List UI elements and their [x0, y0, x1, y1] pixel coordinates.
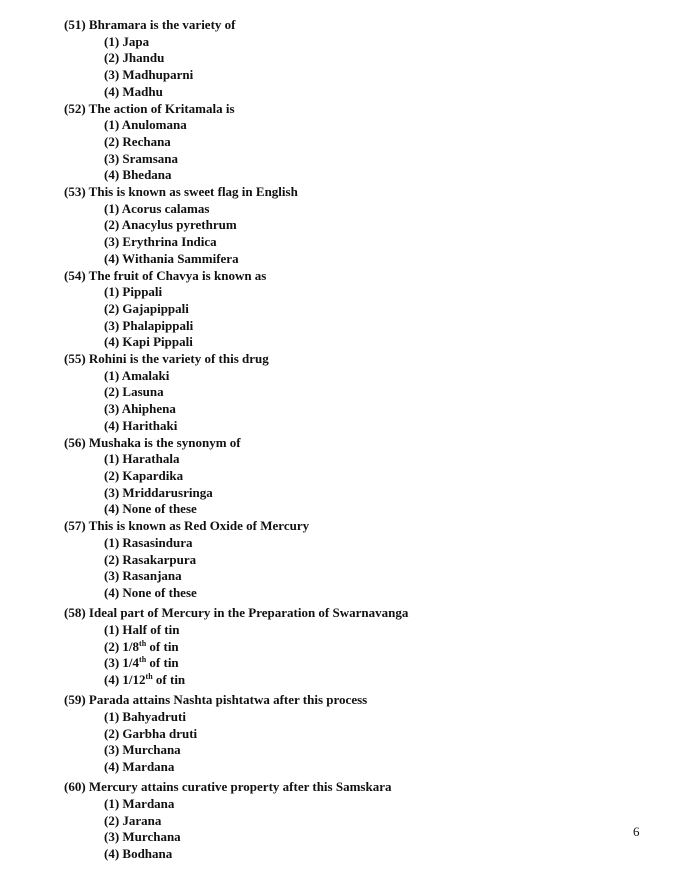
option-text: (2) Lasuna [104, 384, 164, 400]
option-text: (4) None of these [104, 584, 197, 600]
answer-option [64, 742, 408, 759]
option-text: (2) Jhandu [104, 50, 165, 66]
option-text: (1) Japa [104, 33, 150, 49]
answer-option [64, 535, 408, 552]
option-text: (3) Phalapippali [104, 317, 194, 333]
answer-option [64, 639, 408, 656]
question-text: (57) This is known as Red Oxide of Mercury [64, 518, 310, 534]
option-text: (4) Bhedana [104, 167, 172, 183]
question-text: (55) Rohini is the variety of this drug [64, 351, 269, 367]
answer-option [64, 134, 408, 151]
answer-option [64, 501, 408, 518]
option-text: (2) Gajapippali [104, 300, 189, 316]
question-list [64, 17, 408, 863]
answer-option [64, 709, 408, 726]
answer-option [64, 67, 408, 84]
question-block [64, 692, 408, 776]
answer-option [64, 334, 408, 351]
answer-option [64, 655, 408, 672]
question-text: (59) Parada attains Nashta pishtatwa after this process [64, 692, 368, 708]
option-text: (3) Murchana [104, 742, 181, 758]
answer-option [64, 201, 408, 218]
option-text: (1) Rasasindura [104, 534, 193, 550]
option-text: (2) 1/8 [104, 638, 140, 654]
option-text-suffix: of tin [146, 638, 179, 654]
answer-option [64, 151, 408, 168]
option-text: (4) 1/12 [104, 671, 146, 687]
answer-option [64, 829, 408, 846]
option-text: (1) Pippali [104, 284, 163, 300]
option-text-suffix: of tin [146, 655, 179, 671]
answer-option [64, 726, 408, 743]
answer-option [64, 284, 408, 301]
answer-option [64, 622, 408, 639]
option-text: (1) Mardana [104, 795, 175, 811]
answer-option [64, 368, 408, 385]
answer-option [64, 234, 408, 251]
option-text: (2) Rasakarpura [104, 551, 197, 567]
question-block [64, 184, 408, 268]
answer-option [64, 251, 408, 268]
option-text: (4) Mardana [104, 758, 175, 774]
option-text: (3) Ahiphena [104, 401, 176, 417]
answer-option [64, 301, 408, 318]
question-block [64, 518, 408, 602]
answer-option [64, 384, 408, 401]
option-text: (4) Kapi Pippali [104, 334, 193, 350]
answer-option [64, 418, 408, 435]
option-text: (4) Madhu [104, 83, 163, 99]
option-text-suffix: of tin [152, 671, 186, 687]
option-text: (3) Sramsana [104, 150, 179, 166]
answer-option [64, 846, 408, 863]
option-text: (2) Anacylus pyrethrum [104, 217, 237, 233]
option-text: (1) Harathala [104, 451, 180, 467]
answer-option [64, 84, 408, 101]
question-text: (52) The action of Kritamala is [64, 100, 235, 116]
answer-option [64, 672, 408, 689]
option-text: (4) None of these [104, 501, 197, 517]
answer-option [64, 401, 408, 418]
option-text: (4) Withania Sammifera [104, 250, 239, 266]
option-text: (1) Anulomana [104, 117, 187, 133]
question-block [64, 435, 408, 519]
option-superscript: th [139, 655, 147, 665]
question-text: (51) Bhramara is the variety of [64, 17, 236, 32]
option-text: (3) Mriddarusringa [104, 484, 213, 500]
option-text: (4) Harithaki [104, 417, 178, 433]
question-text: (54) The fruit of Chavya is known as [64, 267, 267, 283]
option-text: (3) Madhuparni [104, 67, 194, 83]
option-text: (2) Rechana [104, 133, 171, 149]
answer-option [64, 50, 408, 67]
option-text: (1) Bahyadruti [104, 708, 186, 724]
option-superscript: th [139, 638, 147, 648]
answer-option [64, 485, 408, 502]
question-text: (60) Mercury attains curative property after this Samskara [64, 779, 392, 795]
answer-option [64, 451, 408, 468]
answer-option [64, 217, 408, 234]
question-block [64, 779, 408, 863]
answer-option [64, 568, 408, 585]
option-text: (2) Jarana [104, 812, 162, 828]
question-text: (53) This is known as sweet flag in English [64, 184, 298, 200]
question-text: (58) Ideal part of Mercury in the Preparation of Swarnavanga [64, 605, 409, 621]
option-text: (3) 1/4 [104, 655, 140, 671]
answer-option [64, 34, 408, 51]
option-text: (1) Amalaki [104, 367, 170, 383]
answer-option [64, 117, 408, 134]
answer-option [64, 167, 408, 184]
option-text: (3) Murchana [104, 829, 181, 845]
option-text: (1) Acorus calamas [104, 200, 210, 216]
question-block [64, 101, 408, 185]
option-text: (1) Half of tin [104, 621, 180, 637]
option-text: (4) Bodhana [104, 845, 173, 861]
option-text: (2) Garbha druti [104, 725, 198, 741]
question-block [64, 605, 408, 689]
answer-option [64, 468, 408, 485]
answer-option [64, 318, 408, 335]
option-text: (3) Rasanjana [104, 568, 182, 584]
question-block [64, 268, 408, 352]
answer-option [64, 585, 408, 602]
answer-option [64, 759, 408, 776]
answer-option [64, 796, 408, 813]
question-block [64, 351, 408, 435]
question-text: (56) Mushaka is the synonym of [64, 434, 241, 450]
option-text: (3) Erythrina Indica [104, 234, 217, 250]
option-superscript: th [145, 671, 153, 681]
question-block [64, 17, 408, 101]
answer-option [64, 552, 408, 569]
page-number: 6 [633, 824, 640, 839]
option-text: (2) Kapardika [104, 467, 184, 483]
answer-option [64, 813, 408, 830]
